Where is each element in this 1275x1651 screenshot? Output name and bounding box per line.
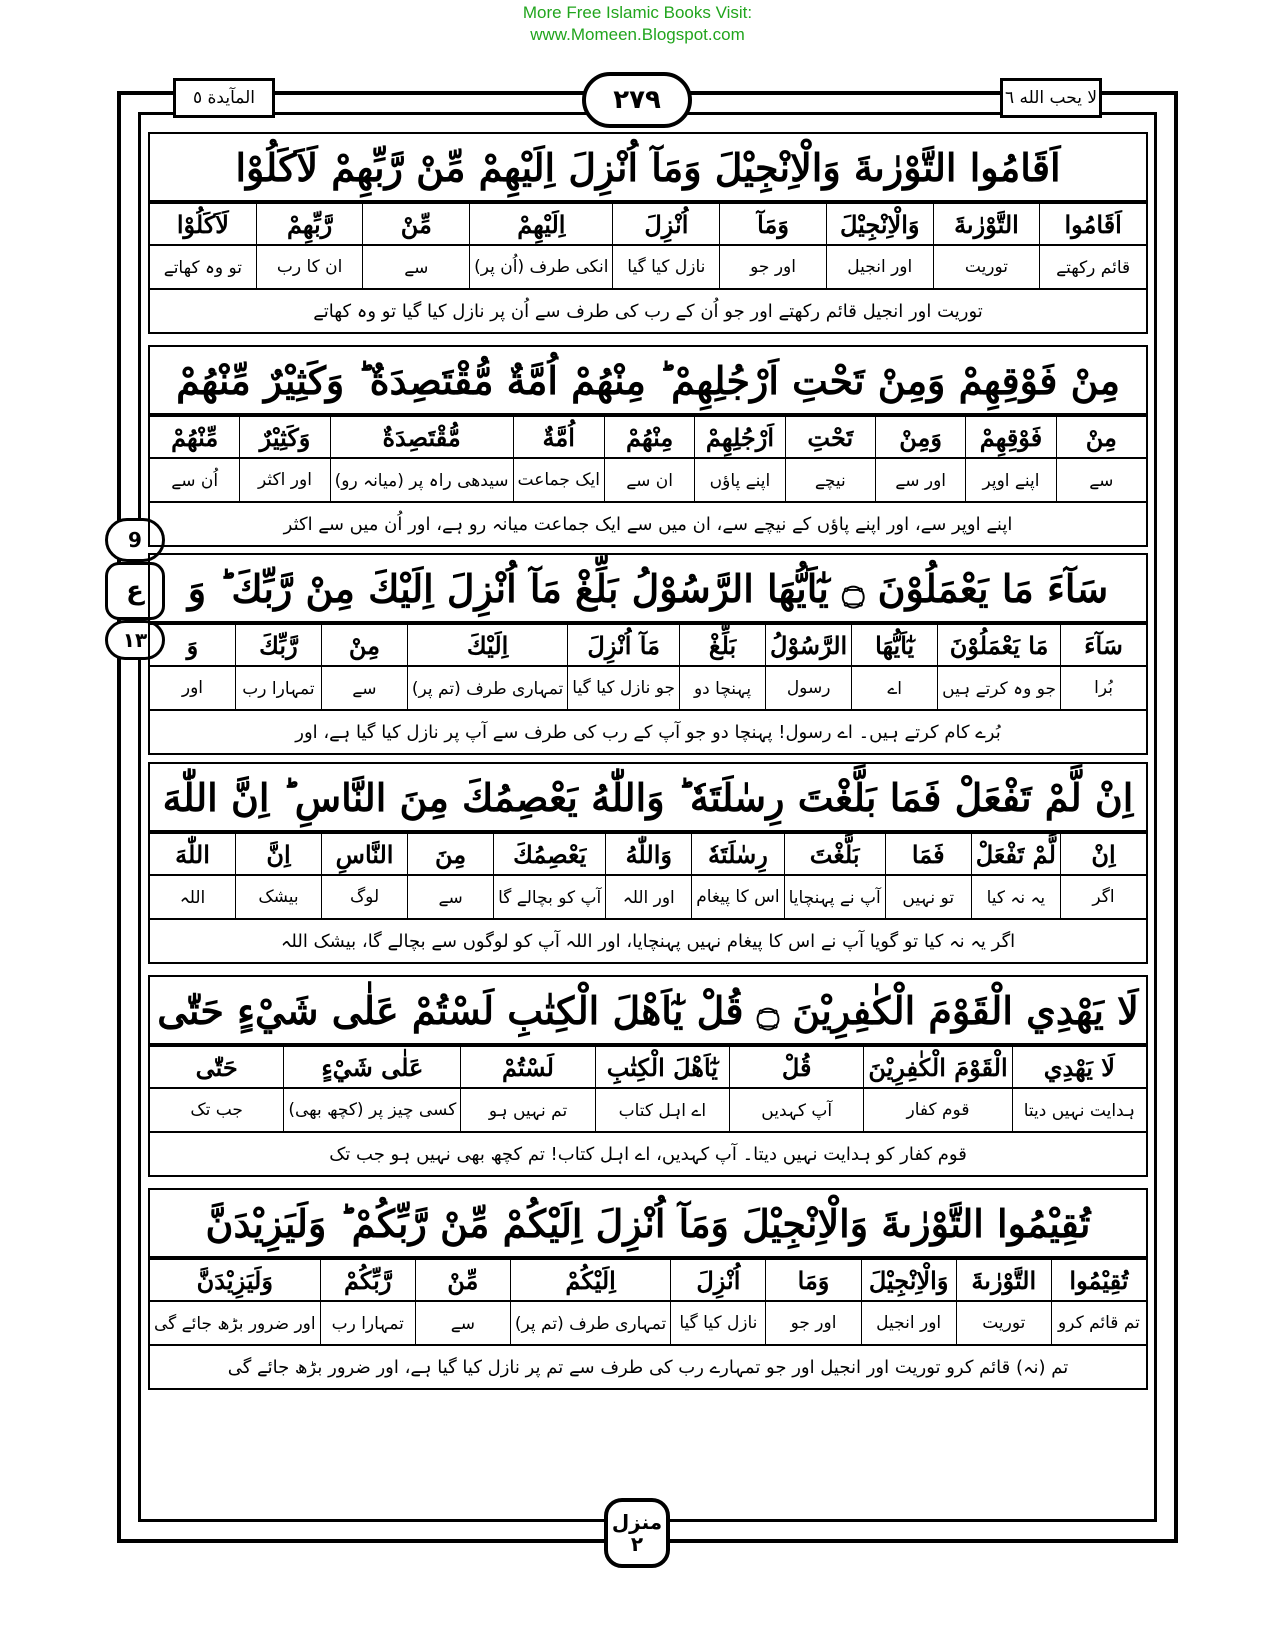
word-column xyxy=(321,623,407,711)
ayah-text: اَقَامُوا التَّوْرٰىةَ وَالْاِنْجِيْلَ وَمَآ اُنْزِلَ اِلَيْهِمْ مِّنْ رَّبِّهِمْ لَاَكَلُوْا xyxy=(148,132,1148,202)
arabic-word: يٰٓاَهْلَ الْكِتٰبِ xyxy=(596,1045,729,1089)
word-column xyxy=(875,415,965,503)
urdu-word-meaning: آپ کو بچالے گا xyxy=(494,876,605,920)
arabic-word: اُمَّةٌ xyxy=(514,415,604,459)
urdu-word-meaning: سے xyxy=(1057,459,1146,503)
arabic-word: مُّقْتَصِدَةٌ xyxy=(331,415,513,459)
arabic-word: سَآءَ xyxy=(1061,623,1146,667)
word-column xyxy=(283,1045,460,1133)
word-column xyxy=(150,415,239,503)
urdu-word-meaning: کسی چیز پر (کچھ بھی) xyxy=(284,1089,460,1133)
word-by-word-grid xyxy=(148,1045,1148,1133)
word-by-word-grid xyxy=(148,415,1148,503)
arabic-word: فَوْقِهِمْ xyxy=(966,415,1055,459)
urdu-word-meaning: جو وہ کرتے ہیں xyxy=(938,667,1060,711)
arabic-word: وَمَا xyxy=(766,1258,860,1302)
urdu-word-meaning: بیشک xyxy=(236,876,321,920)
word-column xyxy=(826,202,933,290)
word-column xyxy=(235,623,321,711)
urdu-word-meaning: اے اہل کتاب xyxy=(596,1089,729,1133)
urdu-word-meaning: ہدایت نہیں دیتا xyxy=(1013,1089,1146,1133)
arabic-word: رِسٰلَتَهٗ xyxy=(692,832,783,876)
urdu-word-meaning: توریت xyxy=(934,246,1040,290)
urdu-word-meaning: تمہاری طرف (تم پر) xyxy=(511,1302,670,1346)
arabic-word: بَلِّغْ xyxy=(680,623,765,667)
urdu-word-meaning: رسول xyxy=(766,667,851,711)
arabic-word: النَّاسِ xyxy=(322,832,407,876)
word-by-word-grid xyxy=(148,832,1148,920)
urdu-word-meaning: تم نہیں ہو xyxy=(461,1089,594,1133)
word-column xyxy=(670,1258,765,1346)
word-column xyxy=(729,1045,863,1133)
urdu-translation: اگر یہ نہ کیا تو گویا آپ نے اس کا پیغام نہیں پہنچایا، اور اللہ آپ کو لوگوں سے بچالے گا، بیشک اللہ xyxy=(148,920,1148,964)
word-column xyxy=(612,202,719,290)
arabic-word: مِّنْ xyxy=(416,1258,510,1302)
word-column xyxy=(150,202,256,290)
urdu-word-meaning: اور سے xyxy=(876,459,965,503)
word-column xyxy=(1060,623,1146,711)
urdu-word-meaning: اے xyxy=(852,667,937,711)
arabic-word: وَاللّٰهُ xyxy=(606,832,691,876)
juz-name-label: لا يحب الله ٦ xyxy=(1000,78,1102,118)
urdu-word-meaning: ان سے xyxy=(605,459,694,503)
urdu-word-meaning: سیدھی راہ پر (میانہ رو) xyxy=(331,459,513,503)
ayah-text: تُقِيْمُوا التَّوْرٰىةَ وَالْاِنْجِيْلَ وَمَآ اُنْزِلَ اِلَيْكُمْ مِّنْ رَّبِّكُمْ ؕ وَلَيَزِيْدَنَّ xyxy=(148,1188,1148,1258)
urdu-word-meaning: سے xyxy=(408,876,493,920)
word-column xyxy=(1039,202,1146,290)
urdu-word-meaning: اور اکثر xyxy=(240,459,329,503)
urdu-translation: تم (نہ) قائم کرو توریت اور انجیل اور جو تمہارے رب کی طرف سے تم پر نازل کیا گیا ہے، اور ضرور بڑھ جائے گی xyxy=(148,1346,1148,1390)
verse-block xyxy=(148,975,1148,1177)
promo-line-2[interactable]: www.Momeen.Blogspot.com xyxy=(530,25,745,44)
arabic-word: مِّنْهُمْ xyxy=(150,415,239,459)
word-by-word-grid xyxy=(148,623,1148,711)
word-column xyxy=(321,832,407,920)
arabic-word: مِنْ xyxy=(322,623,407,667)
word-column xyxy=(965,415,1055,503)
word-column xyxy=(1012,1045,1146,1133)
word-column xyxy=(460,1045,594,1133)
arabic-word: مِنَ xyxy=(408,832,493,876)
arabic-word: لَّمْ تَفْعَلْ xyxy=(972,832,1060,876)
surah-name-label: المآيدة ٥ xyxy=(173,78,275,118)
arabic-word: وَكَثِيْرٌ xyxy=(240,415,329,459)
word-column xyxy=(956,1258,1051,1346)
arabic-word: اَرْجُلِهِمْ xyxy=(695,415,784,459)
word-column xyxy=(150,1045,283,1133)
urdu-word-meaning: اور انجیل xyxy=(827,246,933,290)
word-column xyxy=(605,832,691,920)
arabic-word: فَمَا xyxy=(886,832,971,876)
urdu-word-meaning: قائم رکھتے xyxy=(1040,246,1146,290)
word-column xyxy=(784,832,885,920)
urdu-word-meaning: آپ نے پہنچایا xyxy=(785,876,885,920)
word-column xyxy=(595,1045,729,1133)
arabic-word: حَتّٰى xyxy=(150,1045,283,1089)
arabic-word: التَّوْرٰىةَ xyxy=(957,1258,1051,1302)
urdu-word-meaning: اللہ xyxy=(150,876,235,920)
arabic-word: اِنْ xyxy=(1061,832,1146,876)
word-column xyxy=(415,1258,510,1346)
arabic-word: لَاَكَلُوْا xyxy=(150,202,256,246)
urdu-word-meaning: نازل کیا گیا xyxy=(613,246,719,290)
word-by-word-grid xyxy=(148,202,1148,290)
arabic-word: اِنَّ xyxy=(236,832,321,876)
urdu-word-meaning: اپنے اوپر xyxy=(966,459,1055,503)
urdu-translation: اپنے اوپر سے، اور اپنے پاؤں کے نیچے سے، ان میں سے ایک جماعت میانہ رو ہے، اور اُن میں سے اکثر xyxy=(148,503,1148,547)
arabic-word: يٰٓاَيُّهَا xyxy=(852,623,937,667)
urdu-word-meaning: یہ نہ کیا xyxy=(972,876,1060,920)
urdu-word-meaning: بُرا xyxy=(1061,667,1146,711)
manzil-badge xyxy=(604,1498,670,1568)
urdu-word-meaning: اُن سے xyxy=(150,459,239,503)
verse-block xyxy=(148,553,1148,755)
word-column xyxy=(691,832,783,920)
urdu-word-meaning: اگر xyxy=(1061,876,1146,920)
arabic-word: مِنْهُمْ xyxy=(605,415,694,459)
urdu-translation: توریت اور انجیل قائم رکھتے اور جو اُن کے رب کی طرف سے اُن پر نازل کیا گیا تو وہ کھاتے xyxy=(148,290,1148,334)
arabic-word: اِلَيْكَ xyxy=(408,623,567,667)
urdu-word-meaning: اور ضرور بڑھ جائے گی xyxy=(150,1302,320,1346)
arabic-word: وَالْاِنْجِيْلَ xyxy=(862,1258,956,1302)
word-column xyxy=(567,623,679,711)
ruku-count-mark: 9 xyxy=(105,518,165,562)
verse-block xyxy=(148,345,1148,547)
arabic-word: لَسْتُمْ xyxy=(461,1045,594,1089)
arabic-word: اُنْزِلَ xyxy=(671,1258,765,1302)
arabic-word: اُنْزِلَ xyxy=(613,202,719,246)
word-column xyxy=(407,832,493,920)
urdu-word-meaning: اس کا پیغام xyxy=(692,876,783,920)
arabic-word: اَقَامُوا xyxy=(1040,202,1146,246)
ruku-number-mark: ۱۳ xyxy=(105,620,165,660)
verse-block xyxy=(148,1188,1148,1390)
urdu-word-meaning: تو وہ کھاتے xyxy=(150,246,256,290)
urdu-word-meaning: جو نازل کیا گیا xyxy=(568,667,679,711)
arabic-word: وَالْاِنْجِيْلَ xyxy=(827,202,933,246)
word-column xyxy=(1051,1258,1146,1346)
manzil-number: ۲ xyxy=(630,1532,644,1556)
arabic-word: رَّبِّكَ xyxy=(236,623,321,667)
urdu-word-meaning: ایک جماعت xyxy=(514,459,604,503)
urdu-word-meaning: قوم کفار xyxy=(864,1089,1011,1133)
word-column xyxy=(937,623,1060,711)
urdu-word-meaning: اپنے پاؤں xyxy=(695,459,784,503)
word-column xyxy=(320,1258,415,1346)
urdu-word-meaning: تمہاری طرف (تم پر) xyxy=(408,667,567,711)
word-column xyxy=(694,415,784,503)
manzil-label: منزل xyxy=(611,1510,663,1534)
urdu-word-meaning: نازل کیا گیا xyxy=(671,1302,765,1346)
arabic-word: عَلٰى شَيْءٍ xyxy=(284,1045,460,1089)
arabic-word: اِلَيْكُمْ xyxy=(511,1258,670,1302)
arabic-word: وَمَآ xyxy=(720,202,826,246)
arabic-word: الْقَوْمَ الْكٰفِرِيْنَ xyxy=(864,1045,1011,1089)
word-column xyxy=(719,202,826,290)
arabic-word: الرَّسُوْلُ xyxy=(766,623,851,667)
urdu-word-meaning: اور xyxy=(150,667,235,711)
urdu-word-meaning: تمہارا رب xyxy=(236,667,321,711)
word-column xyxy=(861,1258,956,1346)
ayah-text: مِنْ فَوْقِهِمْ وَمِنْ تَحْتِ اَرْجُلِهِمْ ؕ مِنْهُمْ اُمَّةٌ مُّقْتَصِدَةٌ ؕ وَكَثِيْرٌ مِّنْهُمْ xyxy=(148,345,1148,415)
word-column xyxy=(407,623,567,711)
urdu-word-meaning: تو نہیں xyxy=(886,876,971,920)
urdu-word-meaning: تمہارا رب xyxy=(321,1302,415,1346)
word-column xyxy=(239,415,329,503)
word-by-word-grid xyxy=(148,1258,1148,1346)
arabic-word: التَّوْرٰىةَ xyxy=(934,202,1040,246)
word-column xyxy=(256,202,363,290)
word-column xyxy=(1060,832,1146,920)
urdu-word-meaning: ان کا رب xyxy=(257,246,363,290)
arabic-word: مِنْ xyxy=(1057,415,1146,459)
word-column xyxy=(469,202,612,290)
arabic-word: وَمِنْ xyxy=(876,415,965,459)
urdu-word-meaning: آپ کہدیں xyxy=(730,1089,863,1133)
word-column xyxy=(513,415,604,503)
word-column xyxy=(933,202,1040,290)
word-column xyxy=(150,623,235,711)
promo-line-1: More Free Islamic Books Visit: xyxy=(522,3,753,22)
urdu-translation: بُرے کام کرتے ہیں۔ اے رسول! پہنچا دو جو آپ کے رب کی طرف سے آپ پر نازل کیا گیا ہے، اور xyxy=(148,711,1148,755)
word-column xyxy=(863,1045,1011,1133)
word-column xyxy=(885,832,971,920)
arabic-word: وَلَيَزِيْدَنَّ xyxy=(150,1258,320,1302)
arabic-word: بَلَّغْتَ xyxy=(785,832,885,876)
urdu-word-meaning: سے xyxy=(416,1302,510,1346)
ayah-text: لَا يَهْدِي الْقَوْمَ الْكٰفِرِيْنَ ۝ قُلْ يٰٓاَهْلَ الْكِتٰبِ لَسْتُمْ عَلٰى شَيْءٍ حَتّٰى xyxy=(148,975,1148,1045)
word-column xyxy=(1056,415,1146,503)
arabic-word: لَا يَهْدِي xyxy=(1013,1045,1146,1089)
word-column xyxy=(235,832,321,920)
arabic-word: رَّبِّهِمْ xyxy=(257,202,363,246)
word-column xyxy=(971,832,1060,920)
word-column xyxy=(362,202,469,290)
urdu-word-meaning: اور جو xyxy=(720,246,826,290)
word-column xyxy=(604,415,694,503)
verse-block xyxy=(148,132,1148,334)
urdu-word-meaning: پہنچا دو xyxy=(680,667,765,711)
ruku-symbol-mark: ع xyxy=(105,562,165,620)
ayah-text: اِنْ لَّمْ تَفْعَلْ فَمَا بَلَّغْتَ رِسٰلَتَهٗ ؕ وَاللّٰهُ يَعْصِمُكَ مِنَ النَّاسِ ؕ اِنَّ اللّٰهَ xyxy=(148,762,1148,832)
arabic-word: مِّنْ xyxy=(363,202,469,246)
urdu-word-meaning: تم قائم کرو xyxy=(1052,1302,1146,1346)
urdu-translation: قوم کفار کو ہدایت نہیں دیتا۔ آپ کہدیں، اے اہل کتاب! تم کچھ بھی نہیں ہو جب تک xyxy=(148,1133,1148,1177)
urdu-word-meaning: اور اللہ xyxy=(606,876,691,920)
urdu-word-meaning: لوگ xyxy=(322,876,407,920)
word-column xyxy=(493,832,605,920)
urdu-word-meaning: اور جو xyxy=(766,1302,860,1346)
arabic-word: اِلَيْهِمْ xyxy=(470,202,612,246)
arabic-word: تَحْتِ xyxy=(786,415,875,459)
urdu-word-meaning: اور انجیل xyxy=(862,1302,956,1346)
word-column xyxy=(150,1258,320,1346)
word-column xyxy=(150,832,235,920)
arabic-word: يَعْصِمُكَ xyxy=(494,832,605,876)
urdu-word-meaning: سے xyxy=(322,667,407,711)
urdu-word-meaning: نیچے xyxy=(786,459,875,503)
word-column xyxy=(330,415,513,503)
urdu-word-meaning: سے xyxy=(363,246,469,290)
word-column xyxy=(679,623,765,711)
word-column xyxy=(785,415,875,503)
word-column xyxy=(510,1258,670,1346)
arabic-word: رَّبِّكُمْ xyxy=(321,1258,415,1302)
arabic-word: قُلْ xyxy=(730,1045,863,1089)
urdu-word-meaning: توریت xyxy=(957,1302,1051,1346)
word-column xyxy=(765,1258,860,1346)
verse-block xyxy=(148,762,1148,964)
word-column xyxy=(765,623,851,711)
page-number: ۲۷۹ xyxy=(582,72,692,128)
arabic-word: مَآ اُنْزِلَ xyxy=(568,623,679,667)
arabic-word: اللّٰهَ xyxy=(150,832,235,876)
word-column xyxy=(851,623,937,711)
ayah-text: سَآءَ مَا يَعْمَلُوْنَ ۝ يٰٓاَيُّهَا الرَّسُوْلُ بَلِّغْ مَآ اُنْزِلَ اِلَيْكَ مِنْ رَّبِّكَ ؕ وَ xyxy=(148,553,1148,623)
urdu-word-meaning: جب تک xyxy=(150,1089,283,1133)
arabic-word: وَ xyxy=(150,623,235,667)
arabic-word: مَا يَعْمَلُوْنَ xyxy=(938,623,1060,667)
arabic-word: تُقِيْمُوا xyxy=(1052,1258,1146,1302)
urdu-word-meaning: انکی طرف (اُن پر) xyxy=(470,246,612,290)
